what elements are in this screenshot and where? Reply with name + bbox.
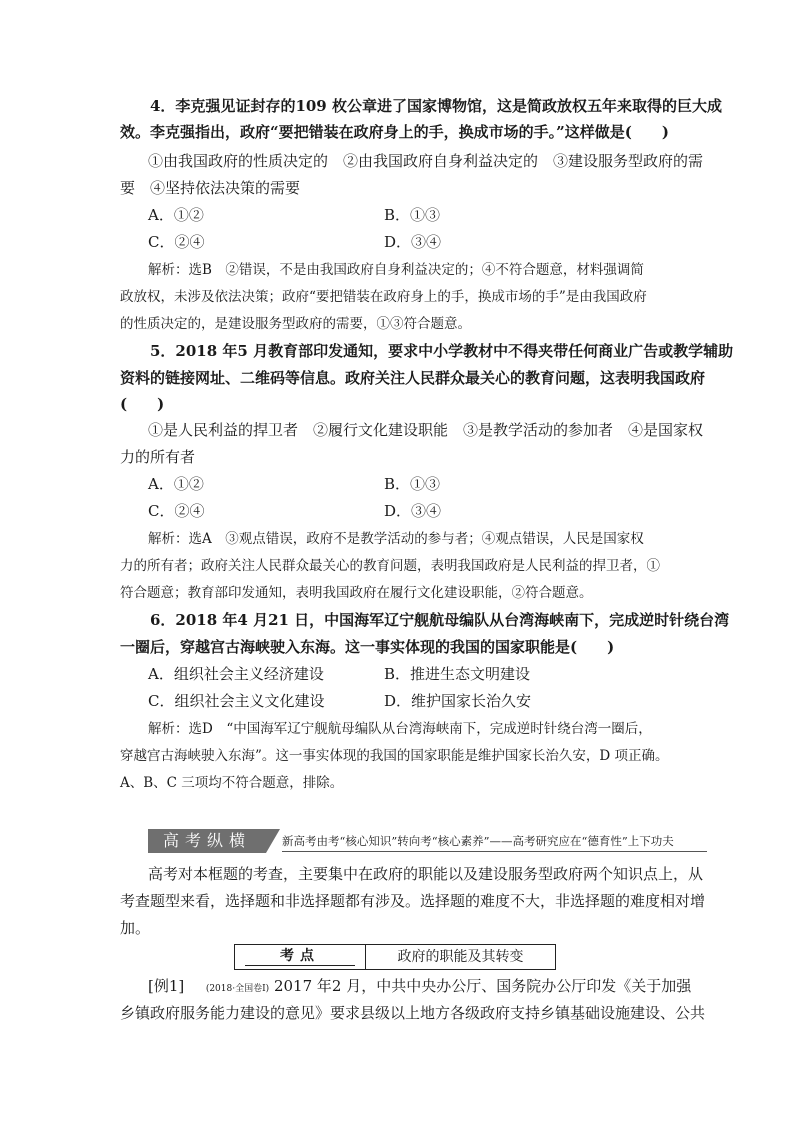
knowledge-point-underline — [245, 965, 355, 966]
q4-stem-line2: 效。李克强指出，政府“要把错装在政府身上的手，换成市场的手。”这样做是( ) — [120, 123, 669, 141]
q4-choices-line1: ①由我国政府的性质决定的 ②由我国政府自身利益决定的 ③建设服务型政府的需 — [148, 152, 704, 170]
q5-stem-line1: 5．2018 年5 月教育部印发通知，要求中小学教材中不得夹带任何商业广告或教学辅助 — [150, 342, 734, 360]
q6-option-c: C．组织社会主义文化建设 — [148, 692, 325, 710]
q4-analysis-line1: 解析：选B ②错误，不是由我国政府自身利益决定的；④不符合题意，材料强调简 — [148, 262, 644, 278]
q5-option-c: C．②④ — [148, 502, 205, 520]
q5-choices-line1: ①是人民利益的捍卫者 ②履行文化建设职能 ③是教学活动的参加者 ④是国家权 — [148, 421, 704, 439]
banner-rule — [282, 851, 707, 852]
example-line2: 乡镇政府服务能力建设的意见》要求县级以上地方各级政府支持乡镇基础设施建设、公共 — [120, 1004, 706, 1022]
example-line1 — [148, 976, 691, 999]
q6-stem-line1: 6．2018 年4 月21 日，中国海军辽宁舰航母编队从台湾海峡南下，完成逆时针绕台湾 — [150, 611, 730, 629]
q4-option-c: C．②④ — [148, 233, 205, 251]
q4-analysis-line2: 政放权，未涉及依法决策；政府“要把错装在政府身上的手，换成市场的手”是由我国政府 — [120, 289, 647, 305]
banner-subtitle: 新高考由考“核心知识”转向考“核心素养”——高考研究应在“德育性”上下功夫 — [282, 834, 674, 848]
example-label: [例1] — [148, 977, 185, 995]
q4-option-d: D．③④ — [384, 233, 442, 251]
q5-option-d: D．③④ — [384, 502, 442, 520]
knowledge-point-topic: 政府的职能及其转变 — [397, 949, 524, 965]
q5-stem-line2: 资料的链接网址、二维码等信息。政府关注人民群众最关心的教育问题，这表明我国政府 — [120, 369, 706, 387]
q6-stem-line2: 一圈后，穿越宫古海峡驶入东海。这一事实体现的我国的国家职能是( ) — [120, 638, 615, 656]
example-line1-text: 2017 年2 月，中共中央办公厅、国务院办公厅印发《关于加强 — [273, 977, 692, 995]
q5-choices-line2: 力的所有者 — [120, 448, 196, 466]
q4-analysis-line3: 的性质决定的，是建设服务型政府的需要，①③符合题意。 — [120, 316, 471, 332]
example-source: (2018·全国卷Ⅰ) — [205, 984, 270, 994]
q6-analysis-line2: 穿越宫古海峡驶入东海”。这一事实体现的我国的国家职能是维护国家长治久安，D 项正确。 — [120, 748, 669, 764]
knowledge-point-table — [234, 944, 556, 970]
intro-line3: 加。 — [120, 919, 151, 937]
q6-option-d: D．维护国家长治久安 — [384, 692, 532, 710]
q5-option-b: B．①③ — [384, 475, 441, 493]
q5-option-a: A．①② — [148, 475, 204, 493]
q6-option-a: A．组织社会主义经济建设 — [148, 665, 324, 683]
q6-analysis-line3: A、B、C 三项均不符合题意，排除。 — [120, 775, 344, 791]
q5-analysis-line1: 解析：选A ③观点错误，政府不是教学活动的参与者；④观点错误，人民是国家权 — [148, 531, 644, 547]
knowledge-point-label: 考点 — [235, 945, 366, 969]
q4-option-a: A．①② — [148, 206, 204, 224]
q6-option-b: B．推进生态文明建设 — [384, 665, 531, 683]
banner-tag-tail — [266, 829, 280, 853]
q5-analysis-line3: 符合题意；教育部印发通知，表明我国政府在履行文化建设职能，②符合题意。 — [120, 585, 593, 601]
q5-analysis-line2: 力的所有者；政府关注人民群众最关心的教育问题，表明我国政府是人民利益的捍卫者，① — [120, 558, 660, 574]
q4-option-b: B．①③ — [384, 206, 441, 224]
intro-line2: 考查题型来看，选择题和非选择题都有涉及。选择题的难度不大，非选择题的难度相对增 — [120, 892, 706, 910]
banner-tag: 高考纵横 — [148, 829, 266, 853]
q4-stem-line1: 4．李克强见证封存的109 枚公章进了国家博物馆，这是简政放权五年来取得的巨大成 — [150, 97, 722, 115]
q4-choices-line2: 要 ④坚持依法决策的需要 — [120, 179, 301, 197]
q6-analysis-line1: 解析：选D “中国海军辽宁舰航母编队从台湾海峡南下，完成逆时针绕台湾一圈后， — [148, 721, 652, 737]
section-banner — [148, 829, 707, 853]
intro-line1: 高考对本框题的考查，主要集中在政府的职能以及建设服务型政府两个知识点上，从 — [148, 865, 704, 883]
q5-stem-line3: ( ) — [120, 395, 165, 413]
